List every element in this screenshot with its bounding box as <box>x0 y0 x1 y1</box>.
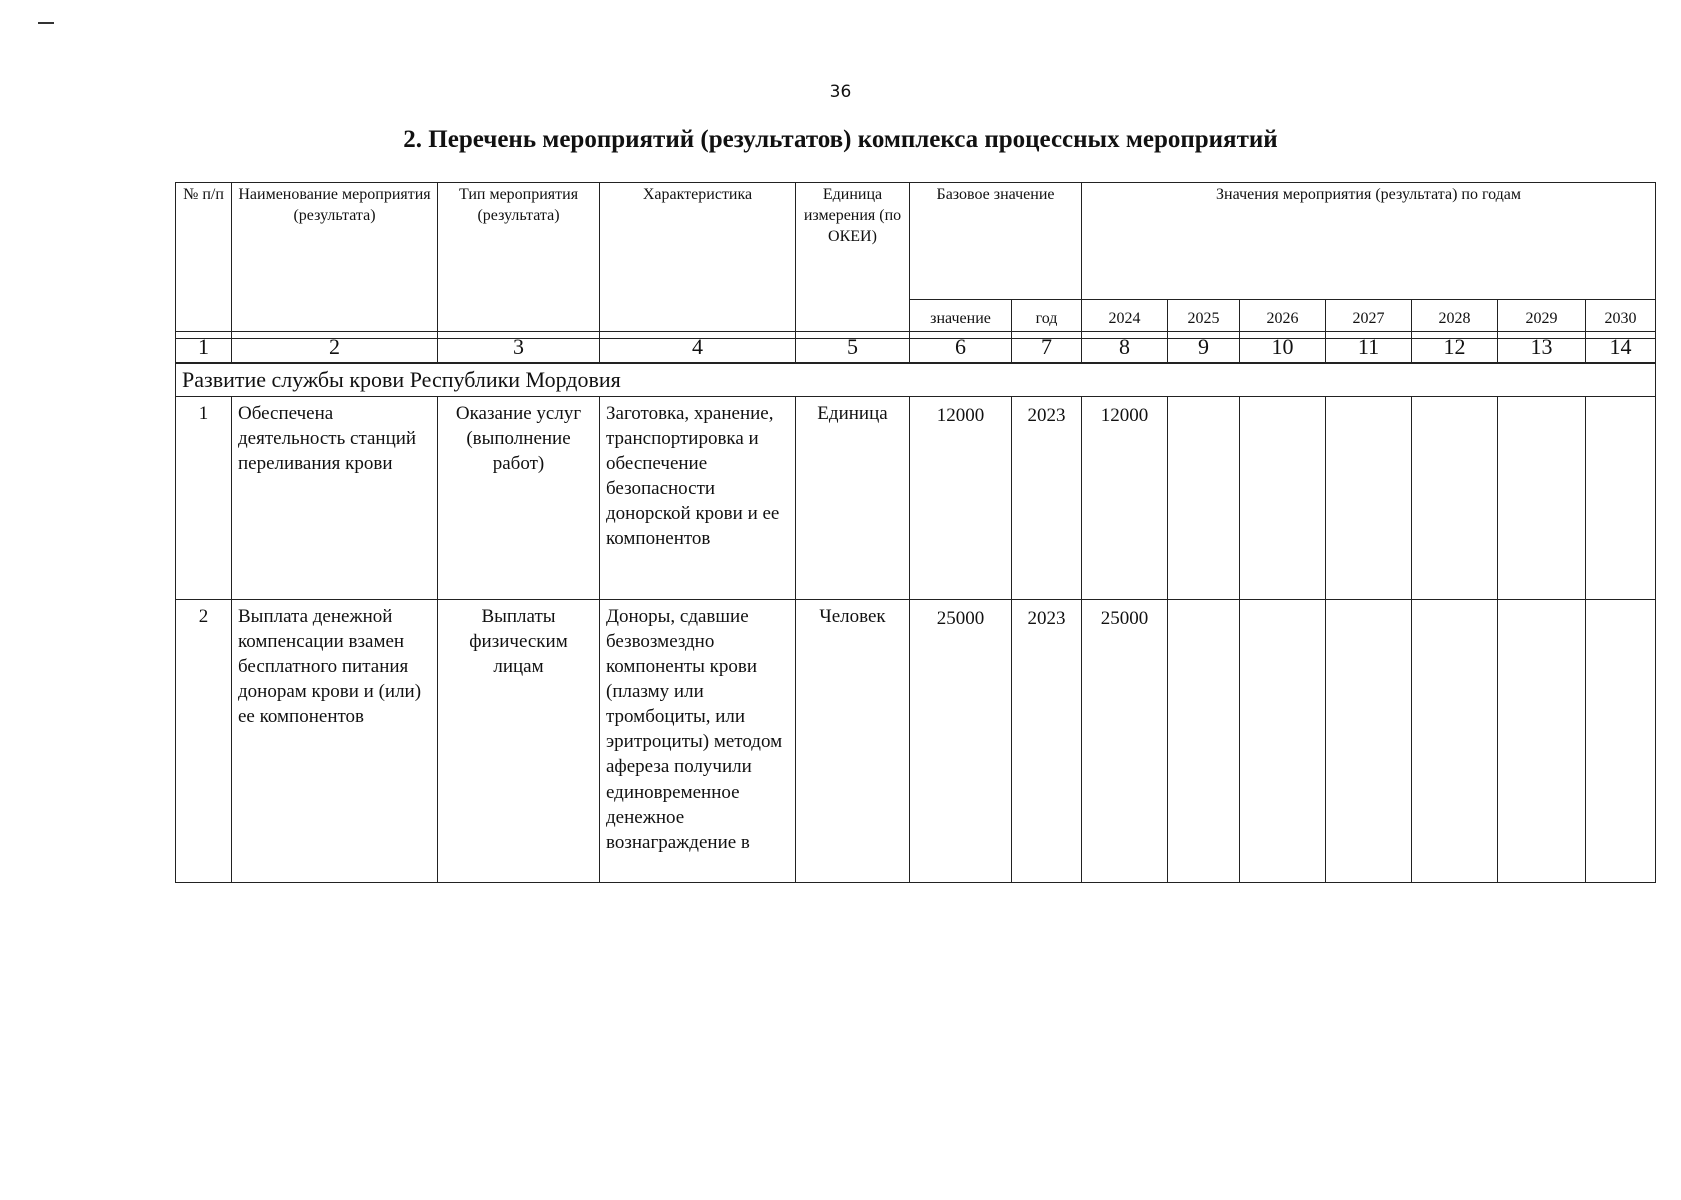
column-number: 1 <box>176 332 232 363</box>
header-base-value: значение <box>910 300 1012 339</box>
table-body <box>175 363 1656 883</box>
row-unit: Человек <box>796 600 910 883</box>
header-base-year: год <box>1012 300 1082 339</box>
table-row <box>176 397 1656 600</box>
column-numbers-row <box>175 331 1656 363</box>
header-type: Тип мероприятия (результата) <box>438 183 600 339</box>
row-value-2024: 12000 <box>1082 397 1168 600</box>
row-base-value: 25000 <box>910 600 1012 883</box>
header-year-2029: 2029 <box>1498 300 1586 339</box>
header-num: № п/п <box>176 183 232 339</box>
header-characteristic: Характеристика <box>600 183 796 339</box>
column-number: 10 <box>1240 332 1326 363</box>
row-type: Выплаты физическим лицам <box>438 600 600 883</box>
row-value-2030 <box>1586 600 1656 883</box>
row-value-2025 <box>1168 397 1240 600</box>
row-number: 2 <box>176 600 232 883</box>
header-year-2027: 2027 <box>1326 300 1412 339</box>
row-value-2029 <box>1498 600 1586 883</box>
row-base-value: 12000 <box>910 397 1012 600</box>
row-value-2029 <box>1498 397 1586 600</box>
row-unit: Единица <box>796 397 910 600</box>
column-number: 5 <box>796 332 910 363</box>
row-name: Выплата денежной компенсации взамен бесплатного питания донорам крови и (или) ее компонентов <box>232 600 438 883</box>
document-title: 2. Перечень мероприятий (результатов) комплекса процессных мероприятий <box>403 126 1278 153</box>
row-characteristic: Заготовка, хранение, транспортировка и обеспечение безопасности донорской крови и ее компонентов <box>600 397 796 600</box>
column-number: 6 <box>910 332 1012 363</box>
row-number: 1 <box>176 397 232 600</box>
column-number: 2 <box>232 332 438 363</box>
header-year-2025: 2025 <box>1168 300 1240 339</box>
column-number: 7 <box>1012 332 1082 363</box>
column-number: 14 <box>1586 332 1656 363</box>
header-base: Базовое значение <box>910 183 1082 300</box>
column-number: 8 <box>1082 332 1168 363</box>
row-characteristic: Доноры, сдавшие безвозмездно компоненты крови (плазму или тромбоциты, или эритроциты) методом афереза получили единовременное денежное вознаграждение в <box>600 600 796 883</box>
column-number: 11 <box>1326 332 1412 363</box>
header-year-2026: 2026 <box>1240 300 1326 339</box>
row-value-2026 <box>1240 600 1326 883</box>
section-title: Развитие службы крови Республики Мордовия <box>176 364 1656 397</box>
scan-artifact <box>38 22 54 24</box>
row-value-2024: 25000 <box>1082 600 1168 883</box>
column-number: 13 <box>1498 332 1586 363</box>
row-value-2025 <box>1168 600 1240 883</box>
header-year-2024: 2024 <box>1082 300 1168 339</box>
row-base-year: 2023 <box>1012 600 1082 883</box>
row-base-year: 2023 <box>1012 397 1082 600</box>
row-value-2027 <box>1326 600 1412 883</box>
row-value-2028 <box>1412 397 1498 600</box>
row-name: Обеспечена деятельность станций переливания крови <box>232 397 438 600</box>
header-year-2028: 2028 <box>1412 300 1498 339</box>
column-number: 12 <box>1412 332 1498 363</box>
header-unit: Единица измерения (по ОКЕИ) <box>796 183 910 339</box>
column-number: 3 <box>438 332 600 363</box>
header-year-2030: 2030 <box>1586 300 1656 339</box>
table-header <box>175 182 1656 339</box>
row-value-2026 <box>1240 397 1326 600</box>
row-value-2030 <box>1586 397 1656 600</box>
page-number: 36 <box>829 82 852 102</box>
column-number: 4 <box>600 332 796 363</box>
row-value-2027 <box>1326 397 1412 600</box>
column-number: 9 <box>1168 332 1240 363</box>
row-type: Оказание услуг (выполнение работ) <box>438 397 600 600</box>
header-name: Наименование мероприятия (результата) <box>232 183 438 339</box>
table-row <box>176 600 1656 883</box>
row-value-2028 <box>1412 600 1498 883</box>
header-years: Значения мероприятия (результата) по годам <box>1082 183 1656 300</box>
